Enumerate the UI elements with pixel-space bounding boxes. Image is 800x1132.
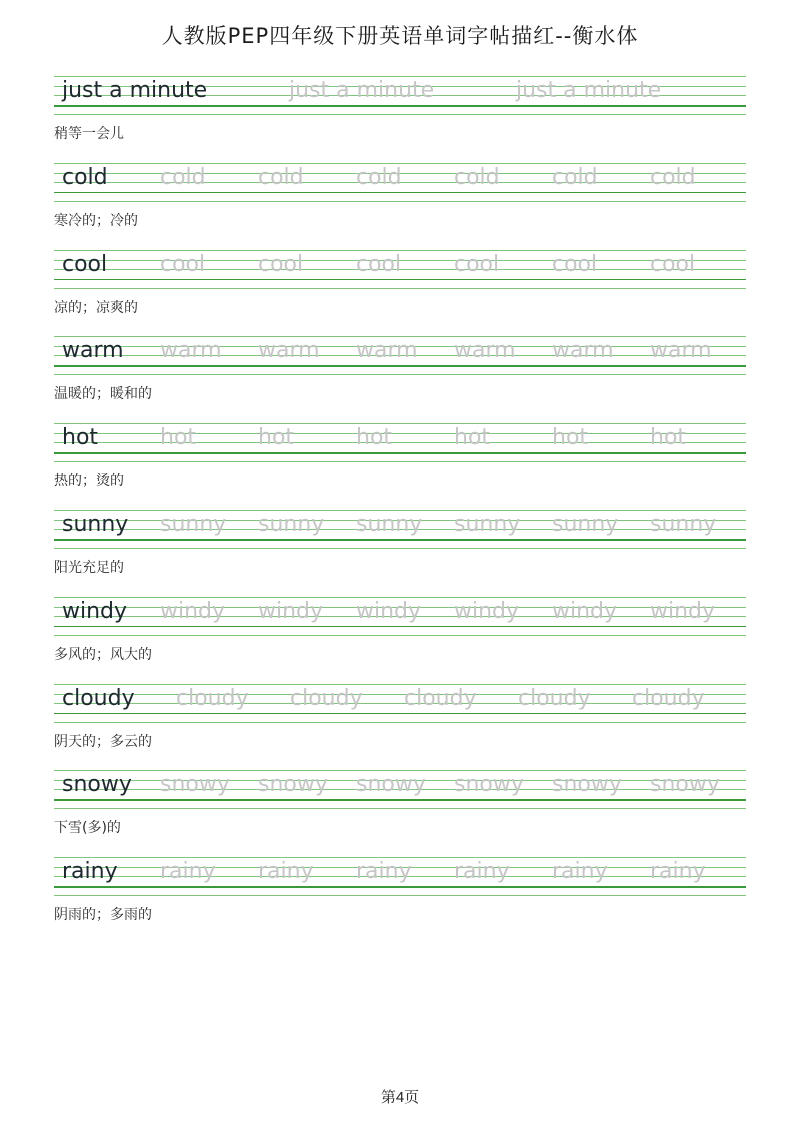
word-meaning: 凉的；凉爽的 [54, 299, 138, 316]
vocab-word: windy [62, 598, 128, 624]
trace-word: hot [356, 425, 393, 451]
trace-word: cool [650, 251, 696, 277]
trace-word: windy [356, 598, 422, 624]
trace-word: cool [160, 251, 206, 277]
guide-line [54, 374, 746, 375]
trace-word: warm [160, 338, 222, 364]
word-meaning: 热的；烫的 [54, 473, 124, 490]
word-entry [0, 423, 800, 510]
word-meaning: 下雪(多)的 [54, 820, 121, 837]
trace-word: snowy [454, 772, 524, 798]
word-entry [0, 857, 800, 944]
trace-word: warm [552, 338, 614, 364]
baseline [54, 365, 746, 367]
vocab-word: cool [62, 251, 108, 277]
guide-line [54, 548, 746, 549]
trace-word: cool [356, 251, 402, 277]
trace-word: cool [258, 251, 304, 277]
baseline [54, 192, 746, 194]
vocab-word: snowy [62, 772, 132, 798]
trace-word: warm [650, 338, 712, 364]
trace-word: cold [454, 164, 500, 190]
vocab-word: just a minute [62, 78, 208, 103]
word-entry [0, 163, 800, 250]
trace-word: snowy [650, 772, 720, 798]
guide-line [54, 461, 746, 462]
trace-word: just a minute [289, 78, 435, 103]
guide-line [54, 635, 746, 636]
trace-word: cold [356, 164, 402, 190]
trace-word: cloudy [176, 685, 249, 711]
trace-word: hot [160, 425, 197, 451]
baseline [54, 799, 746, 801]
baseline [54, 626, 746, 628]
trace-word: rainy [454, 859, 510, 885]
trace-word: rainy [258, 859, 314, 885]
trace-word: sunny [160, 512, 227, 537]
baseline [54, 539, 746, 541]
word-meaning: 多风的；风大的 [54, 646, 152, 663]
trace-word: rainy [356, 859, 412, 885]
word-entry [0, 770, 800, 857]
guide-line [54, 433, 746, 434]
word-meaning: 稍等一会儿 [54, 126, 124, 142]
trace-word: snowy [356, 772, 426, 798]
baseline [54, 886, 746, 888]
word-entry [0, 76, 800, 163]
word-meaning: 阴天的；多云的 [54, 733, 152, 750]
trace-word: windy [160, 598, 226, 624]
baseline [54, 713, 746, 715]
word-meaning: 阳光充足的 [54, 560, 124, 576]
vocab-word: sunny [62, 512, 129, 537]
trace-word: cloudy [290, 685, 363, 711]
word-meaning: 温暖的；暖和的 [54, 386, 152, 403]
trace-word: hot [650, 425, 687, 451]
trace-word: cold [258, 164, 304, 190]
trace-word: windy [454, 598, 520, 624]
trace-word: hot [258, 425, 295, 451]
guide-line [54, 442, 746, 443]
trace-word: just a minute [516, 78, 662, 103]
trace-word: cloudy [404, 685, 477, 711]
trace-word: windy [258, 598, 324, 624]
word-entry [0, 597, 800, 684]
word-meaning: 阴雨的；多雨的 [54, 907, 152, 924]
trace-word: sunny [650, 512, 717, 537]
word-meaning: 寒冷的；冷的 [54, 212, 138, 229]
baseline [54, 452, 746, 454]
word-entry [0, 510, 800, 597]
vocab-word: hot [62, 425, 99, 451]
trace-word: sunny [454, 512, 521, 537]
trace-word: hot [552, 425, 589, 451]
baseline [54, 105, 746, 107]
trace-word: sunny [552, 512, 619, 537]
trace-word: snowy [258, 772, 328, 798]
trace-word: cold [160, 164, 206, 190]
trace-word: rainy [552, 859, 608, 885]
vocab-word: rainy [62, 859, 118, 885]
guide-line [54, 114, 746, 115]
trace-word: snowy [552, 772, 622, 798]
guide-line [54, 423, 746, 424]
vocab-word: cloudy [62, 685, 135, 711]
guide-line [54, 808, 746, 809]
page-number: 第4页 [380, 1089, 420, 1106]
baseline [54, 279, 746, 281]
trace-word: windy [650, 598, 716, 624]
trace-word: cool [454, 251, 500, 277]
guide-line [54, 288, 746, 289]
word-entry [0, 250, 800, 337]
trace-word: sunny [258, 512, 325, 537]
trace-word: warm [454, 338, 516, 364]
vocab-word: cold [62, 164, 108, 190]
trace-word: snowy [160, 772, 230, 798]
trace-word: cool [552, 251, 598, 277]
trace-word: warm [258, 338, 320, 364]
trace-word: windy [552, 598, 618, 624]
trace-word: rainy [650, 859, 706, 885]
trace-word: warm [356, 338, 418, 364]
vocab-word: warm [62, 338, 124, 364]
guide-line [54, 201, 746, 202]
guide-line [54, 895, 746, 896]
trace-word: rainy [160, 859, 216, 885]
trace-word: cold [650, 164, 696, 190]
trace-word: hot [454, 425, 491, 451]
guide-line [54, 722, 746, 723]
page-title: 人教版PEP四年级下册英语单词字帖描红--衡水体 [161, 24, 639, 48]
trace-word: cloudy [518, 685, 591, 711]
trace-word: cold [552, 164, 598, 190]
trace-word: sunny [356, 512, 423, 537]
trace-word: cloudy [632, 685, 705, 711]
word-entry [0, 336, 800, 423]
word-entry [0, 684, 800, 771]
